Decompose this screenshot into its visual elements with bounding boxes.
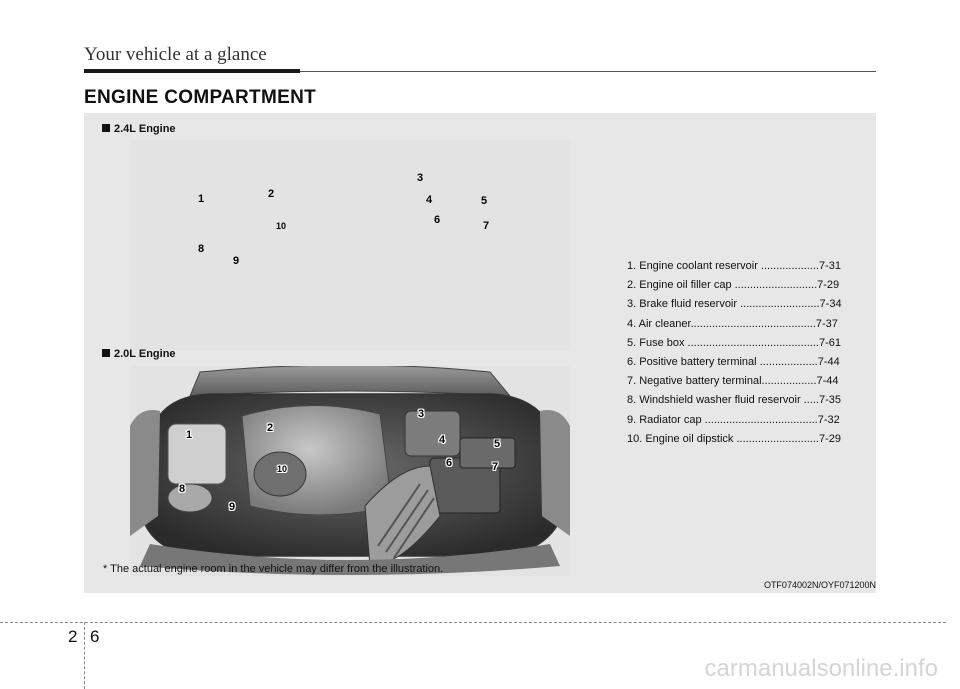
header-rule-thick <box>84 69 300 73</box>
callout-1-2-0l: 1 <box>186 429 193 441</box>
image-code: OTF074002N/OYF071200N <box>763 580 876 590</box>
legend-item: 2. Engine oil filler cap ...........................7-29 <box>627 279 840 292</box>
component-legend <box>627 257 852 449</box>
header-rule-thin <box>300 71 876 72</box>
footer-dashed-rule <box>0 622 946 623</box>
callout-8-2-0l: 8 <box>179 483 186 495</box>
legend-item: 3. Brake fluid reservoir ..........................7-34 <box>627 298 842 311</box>
engine-label-2-4l <box>102 123 176 135</box>
footer-dashed-divider <box>84 622 85 689</box>
legend-item: 1. Engine coolant reservoir ...................7-31 <box>627 260 841 272</box>
callout-2-2-4l: 2 <box>268 188 275 200</box>
section-title: ENGINE COMPARTMENT <box>84 87 316 108</box>
bullet-square-icon <box>102 349 110 357</box>
callout-7-2-0l: 7 <box>492 461 499 473</box>
running-header-title: Your vehicle at a glance <box>84 44 267 65</box>
legend-item: 10. Engine oil dipstick ...........................7-29 <box>627 432 841 445</box>
footnote: * The actual engine room in the vehicle may differ from the illustration. <box>103 563 444 575</box>
callout-9-2-4l: 9 <box>233 255 240 267</box>
legend-item: 7. Negative battery terminal..................7-44 <box>627 375 839 388</box>
legend-item: 4. Air cleaner.........................................7-37 <box>627 317 838 330</box>
callout-3-2-4l: 3 <box>417 172 424 184</box>
page-number: 6 <box>90 627 100 646</box>
callout-8-2-4l: 8 <box>198 243 205 255</box>
callout-9-2-0l: 9 <box>229 501 236 513</box>
engine-label-2-0l <box>102 348 176 360</box>
callout-6-2-0l: 6 <box>446 457 453 469</box>
callout-10-2-0l: 10 <box>277 464 288 474</box>
callout-4-2-4l: 4 <box>426 194 433 206</box>
legend-item: 6. Positive battery terminal ...................7-44 <box>627 355 840 368</box>
bullet-square-icon <box>102 124 110 132</box>
callout-2-2-0l: 2 <box>267 422 274 434</box>
engine-label-text: 2.0L Engine <box>114 348 176 360</box>
callout-10-2-4l: 10 <box>276 221 287 231</box>
legend-item: 9. Radiator cap .....................................7-32 <box>627 413 840 426</box>
engine-photo-2-0l <box>130 366 570 576</box>
legend-item: 5. Fuse box ...........................................7-61 <box>627 336 841 349</box>
callout-3-2-0l: 3 <box>418 408 425 420</box>
page-section-number: 2 <box>68 627 78 646</box>
watermark: carmanualsonline.info <box>704 655 938 682</box>
engine-illustration <box>130 366 570 576</box>
engine-photo-2-4l <box>130 140 570 350</box>
callout-4-2-0l: 4 <box>439 434 446 446</box>
callout-5-2-4l: 5 <box>481 195 488 207</box>
callout-7-2-4l: 7 <box>483 220 490 232</box>
callout-6-2-4l: 6 <box>434 214 441 226</box>
callout-1-2-4l: 1 <box>198 193 205 205</box>
engine-label-text: 2.4L Engine <box>114 123 176 135</box>
legend-item: 8. Windshield washer fluid reservoir .....7-35 <box>627 394 841 407</box>
callout-5-2-0l: 5 <box>494 438 501 450</box>
